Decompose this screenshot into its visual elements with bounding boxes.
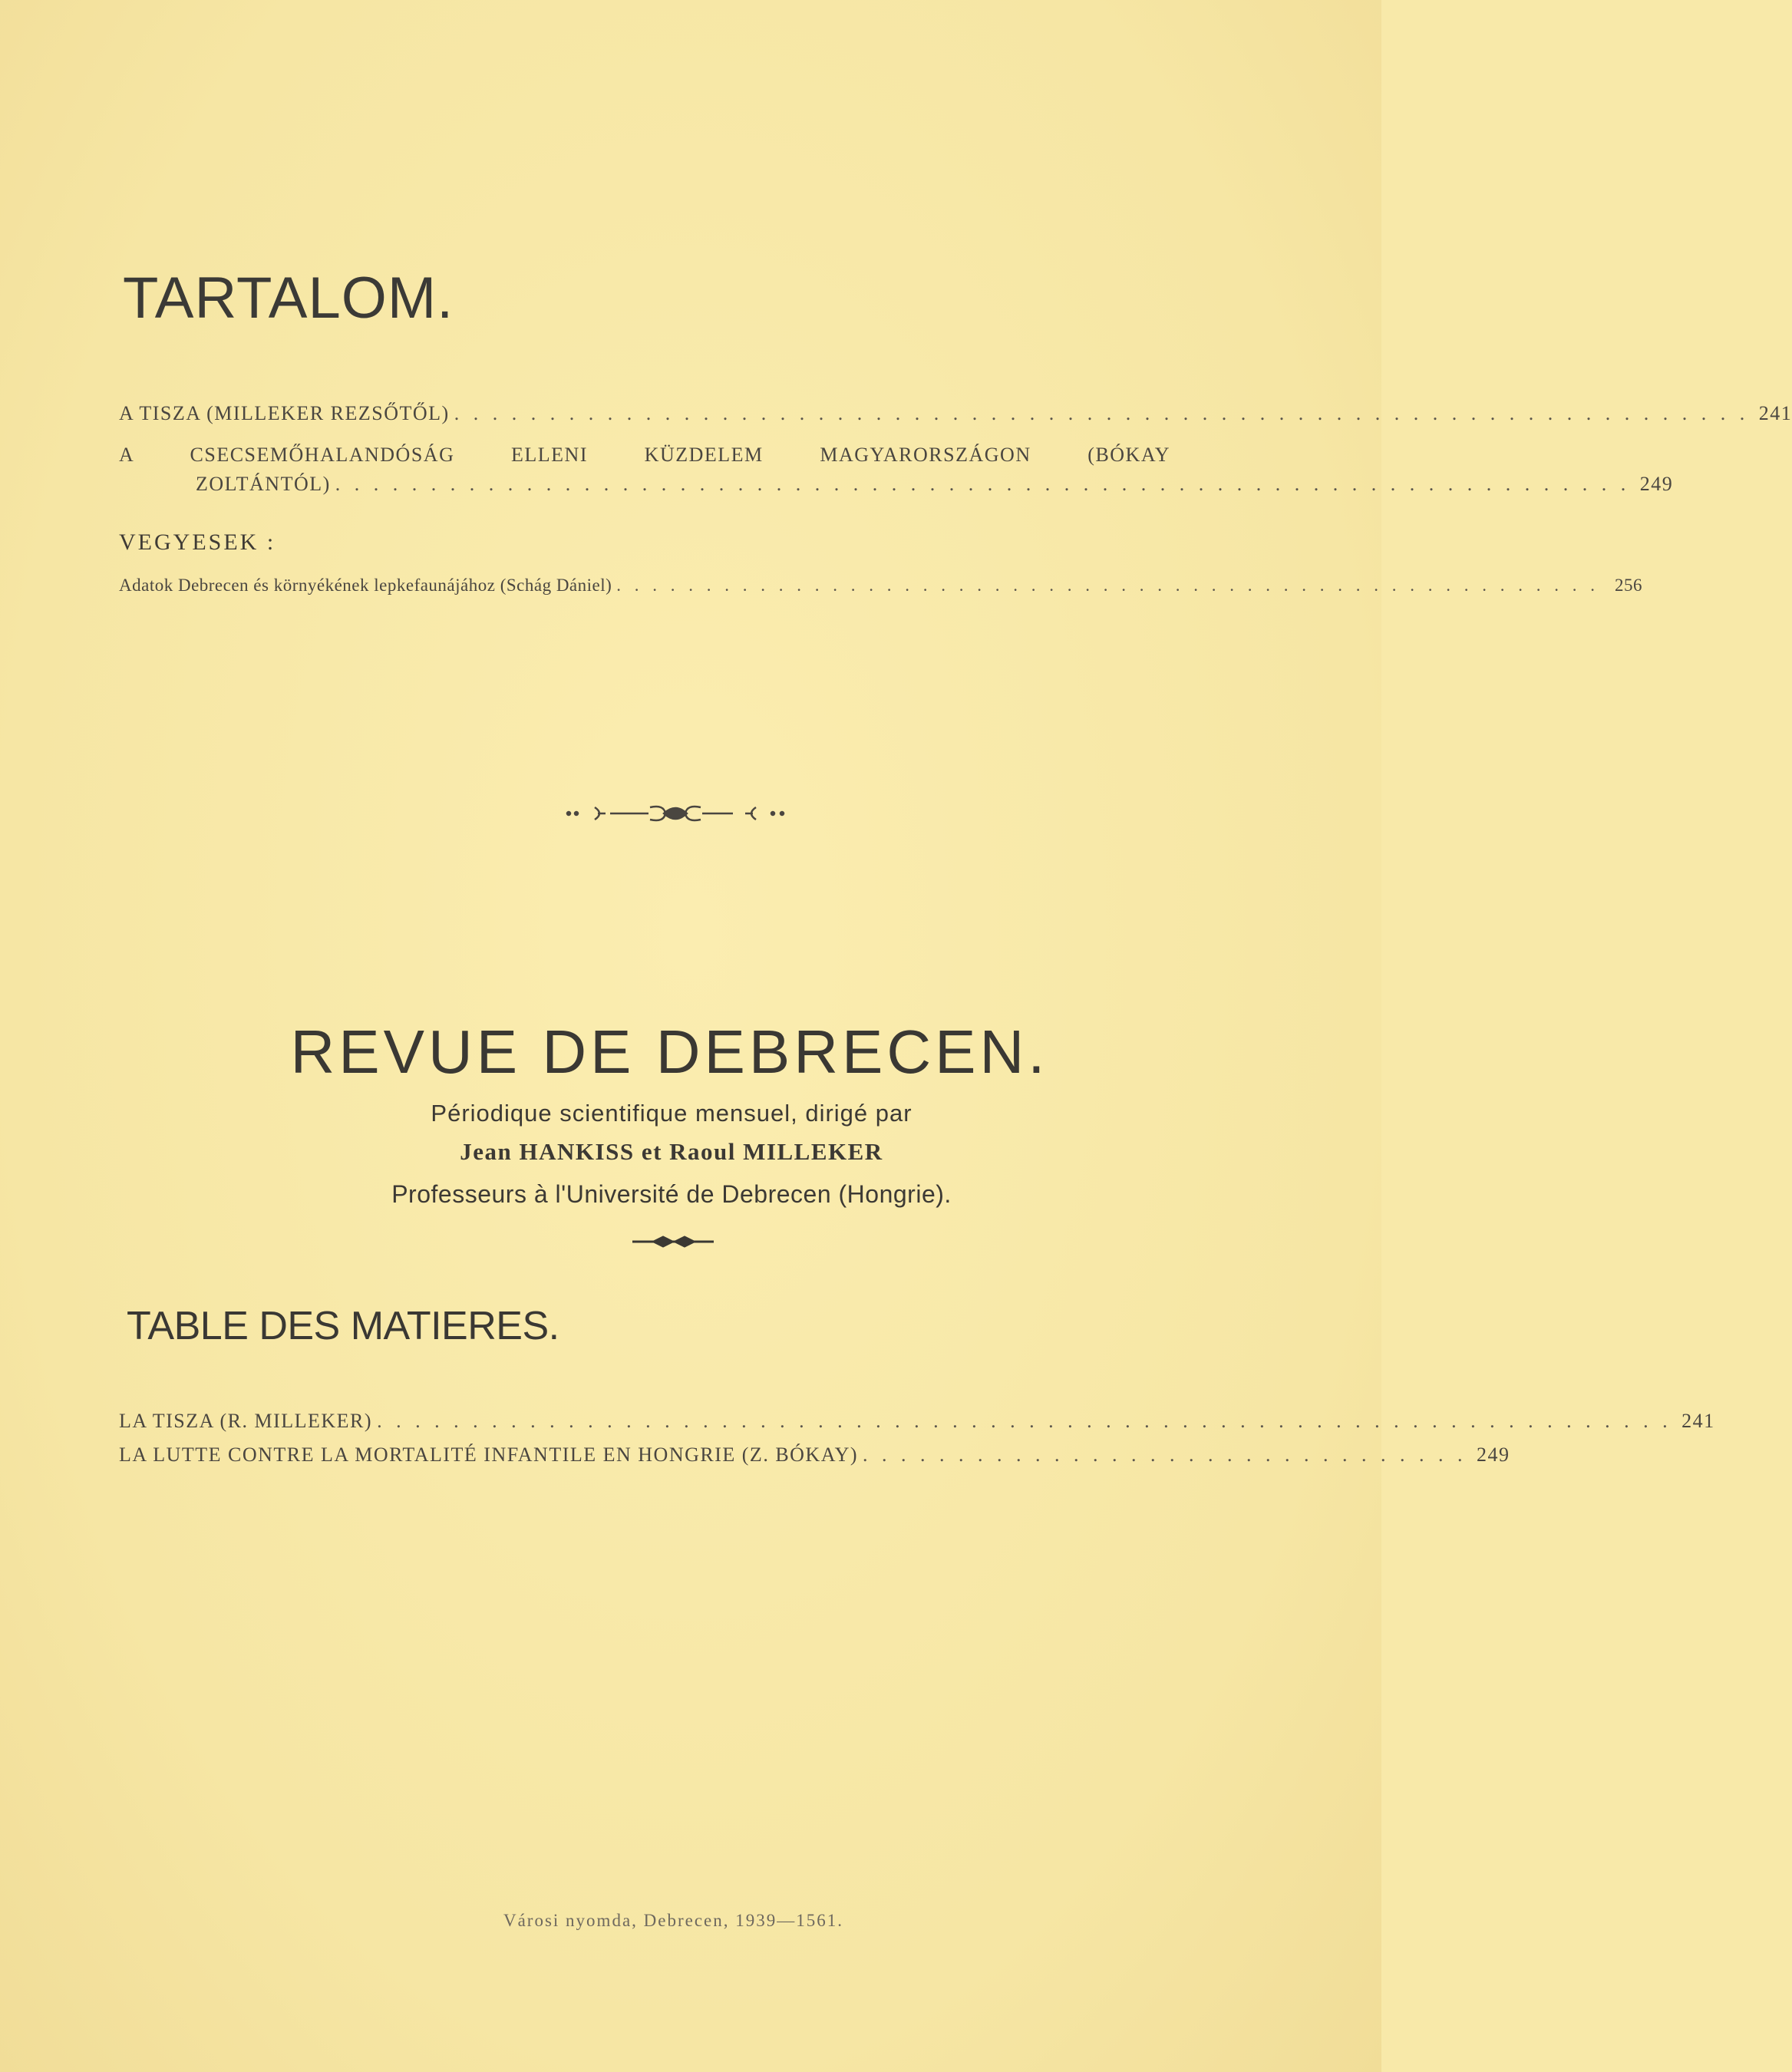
journal-title: REVUE DE DEBRECEN.	[290, 1018, 1049, 1086]
toc-french	[119, 1408, 1715, 1468]
journal-affiliation: Professeurs à l'Université de Debrecen (Hongrie).	[391, 1180, 952, 1208]
journal-subtitle: Périodique scientifique mensuel, dirigé par	[431, 1100, 913, 1127]
toc-hungarian	[119, 401, 1792, 497]
dot-leader: . . . . . . . . . . . . . . . . . . . . . . . . . . . . . . . . . . . . . . . . . . . . . . . . . . . . . . .	[616, 576, 1600, 595]
printer-imprint: Városi nyomda, Debrecen, 1939—1561.	[503, 1911, 844, 1930]
dot-leader: . . . . . . . . . . . . . . . . . . . . . . . . . . . . . . . . . . . . . . . . . . . . . . . . . . . . . . . . . . . . . . . . . . . .	[454, 402, 1750, 424]
dot-leader: . . . . . . . . . . . . . . . . . . . . . . . . . . . . . . . . . . . . . . . . . . . . . . . . . . . . . . . . . . . . . . . . . . . .	[335, 473, 1631, 495]
toc-entry-page: 241	[1758, 402, 1792, 424]
toc-entry-title: LA LUTTE CONTRE LA MORTALITÉ INFANTILE EN HONGRIE (Z. BÓKAY)	[119, 1443, 859, 1466]
toc-entry-page: 249	[1477, 1443, 1510, 1466]
toc-entry-title: LA TISZA (R. MILLEKER)	[119, 1410, 373, 1432]
toc-entry	[119, 572, 1643, 599]
contents-title-french: TABLE DES MATIERES.	[127, 1304, 559, 1348]
dot-leader: . . . . . . . . . . . . . . . . . . . . . . . . . . . . . . . . . . . . . . . . . . . . . . . . . . . . . . . . . . . . . . . . . . . .	[377, 1410, 1672, 1432]
small-ornament	[631, 1234, 715, 1249]
toc-entry	[119, 401, 1792, 427]
toc-entry	[119, 1442, 1510, 1468]
contents-title-hungarian: TARTALOM.	[123, 266, 454, 331]
toc-entry-page: 241	[1681, 1410, 1715, 1432]
decorative-ornament	[564, 798, 787, 829]
toc-entry-title-line1: A CSECSEMŐHALANDÓSÁG ELLENI KÜZDELEM MAGYARORSZÁGON (BÓKAY	[119, 444, 1170, 466]
toc-entry-title: Adatok Debrecen és környékének lepkefaunájához (Schág Dániel)	[119, 576, 612, 595]
toc-entry-title: A TISZA (MILLEKER REZSŐTŐL)	[119, 402, 450, 424]
dot-leader: . . . . . . . . . . . . . . . . . . . . . . . . . . . . . . . .	[863, 1443, 1467, 1466]
toc-entry-page: 249	[1639, 473, 1674, 495]
toc-entry-page: 256	[1615, 576, 1643, 595]
toc-entry	[119, 1408, 1715, 1434]
toc-entry	[119, 471, 1674, 497]
misc-heading: VEGYESEK :	[119, 530, 276, 555]
toc-misc	[119, 572, 1643, 599]
toc-entry-title-line2: ZOLTÁNTÓL)	[196, 473, 331, 495]
journal-editors: Jean HANKISS et Raoul MILLEKER	[460, 1138, 883, 1165]
